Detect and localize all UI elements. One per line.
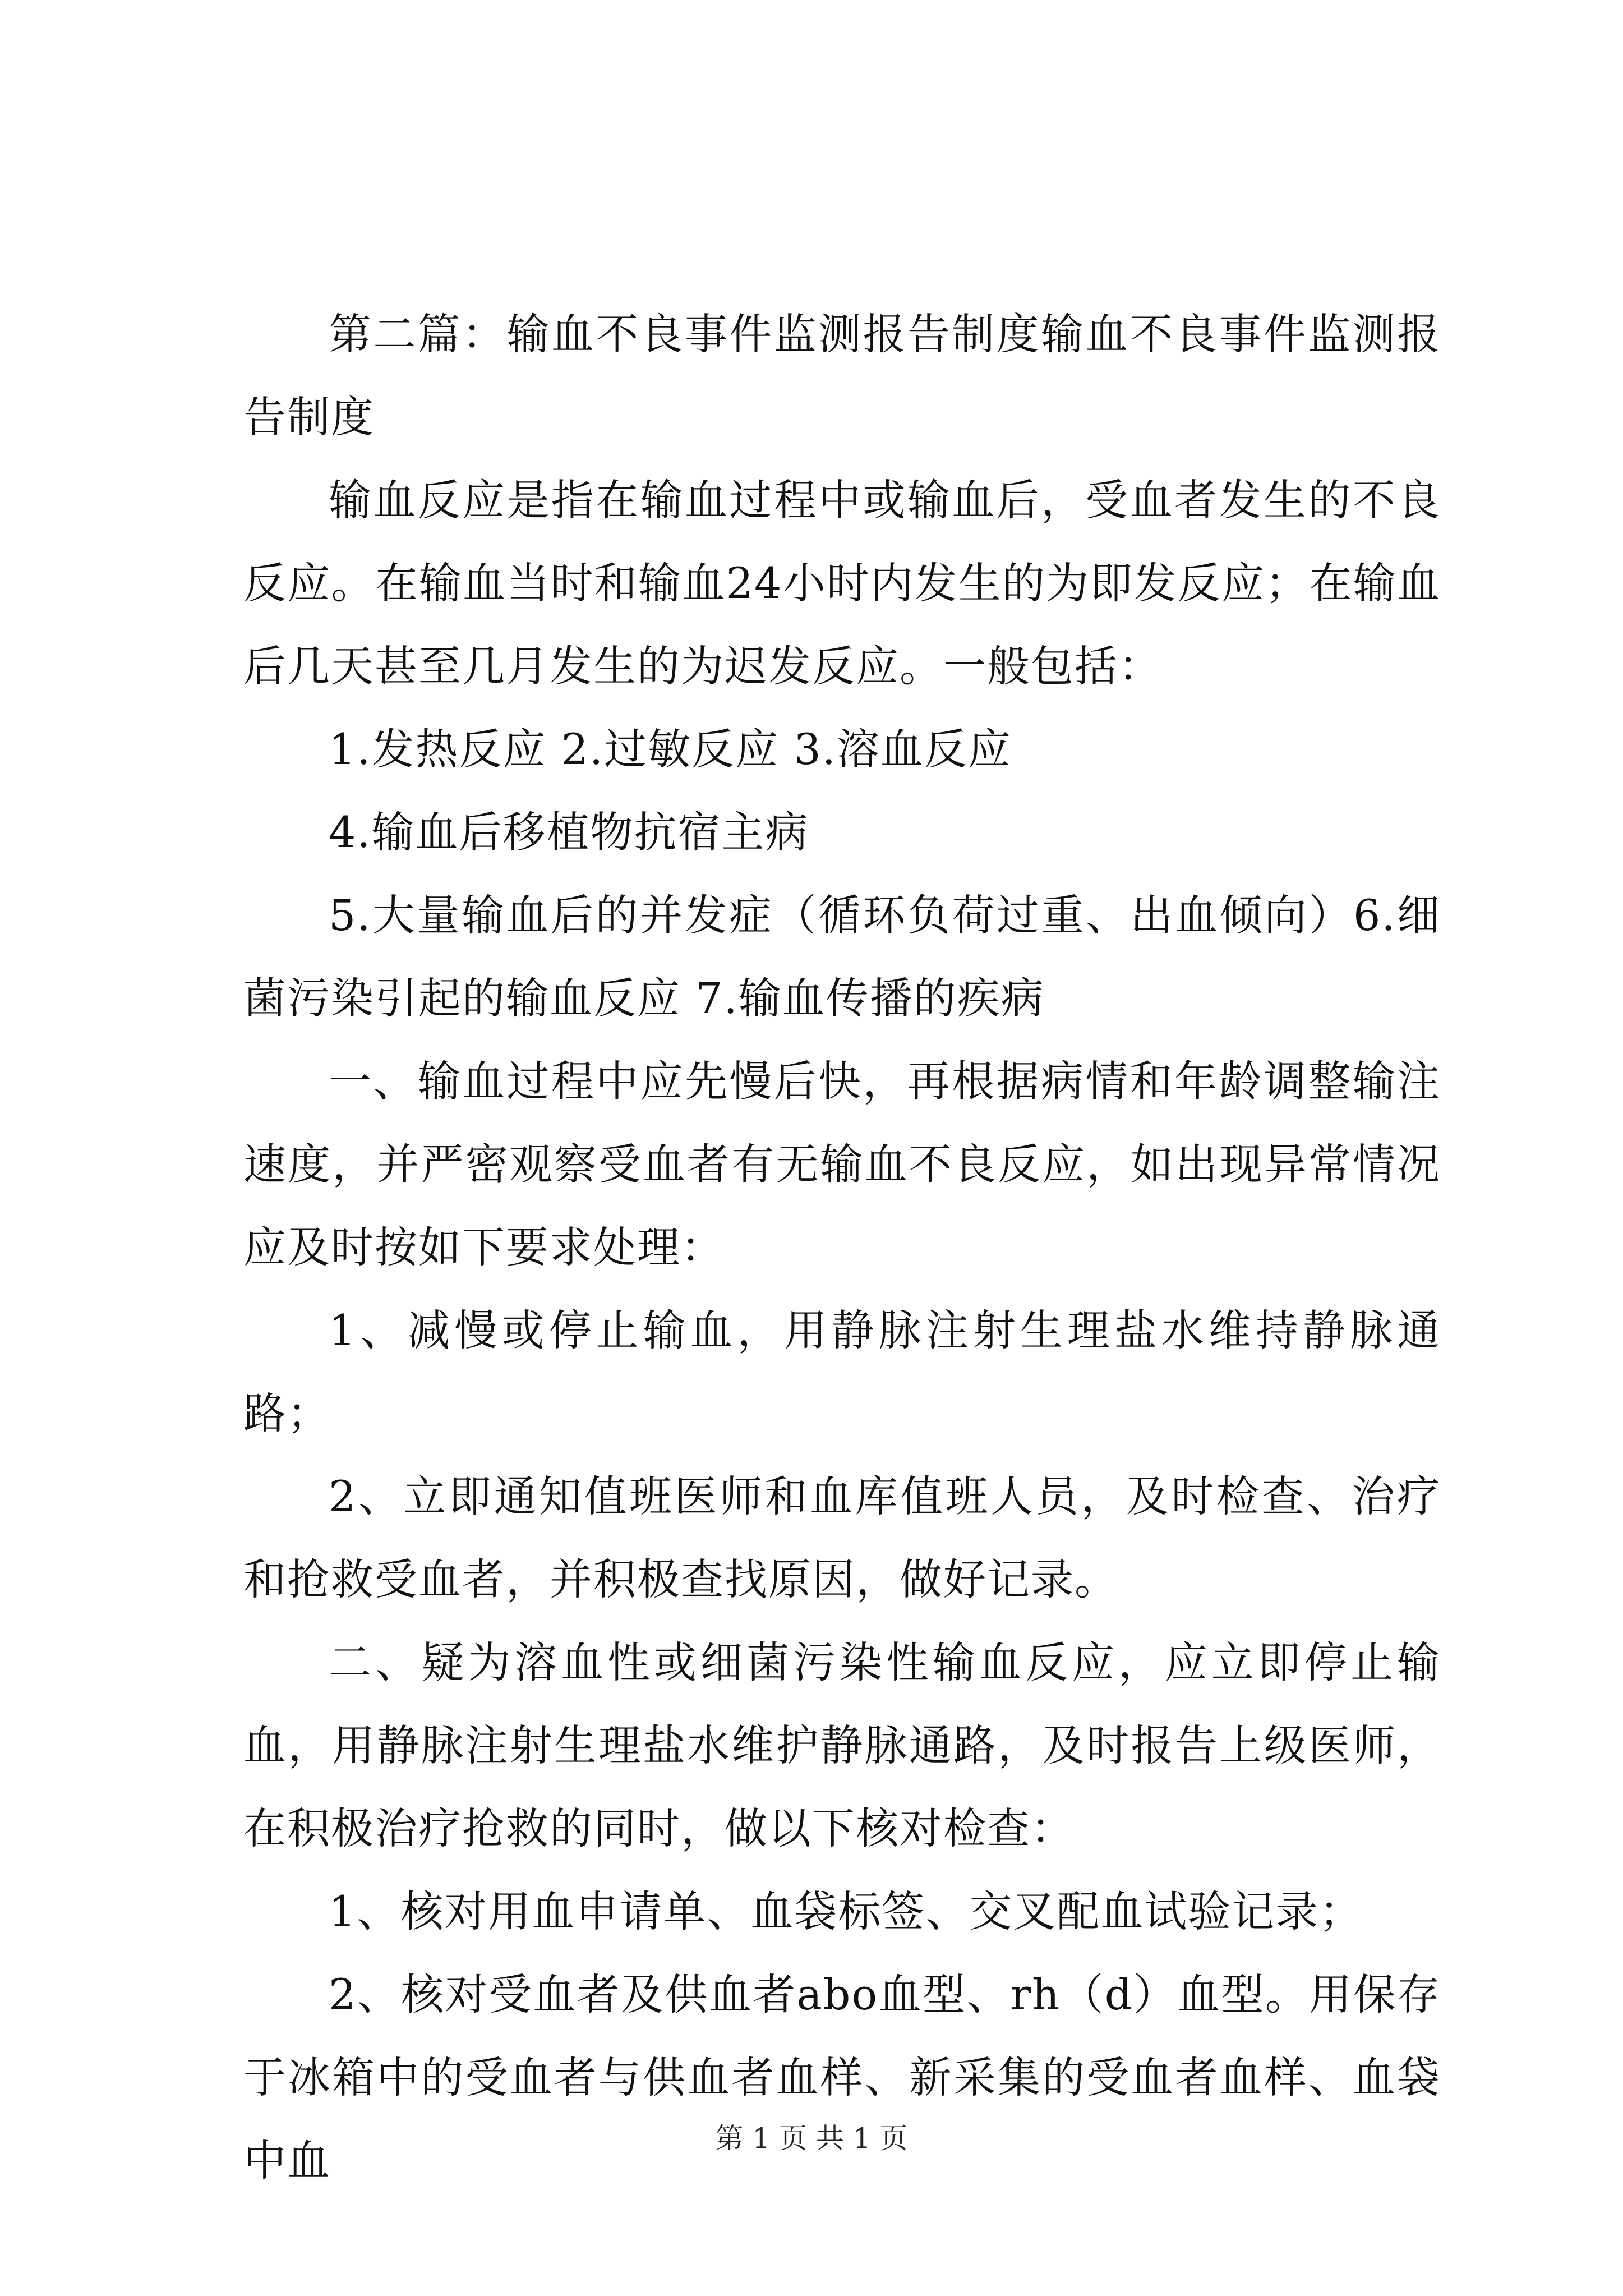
reaction-list-2: 4.输血后移植物抗宿主病 [329,807,809,857]
reaction-list-3: 5.大量输血后的并发症（循环负荷过重、出血倾向）6.细菌污染引起的输血反应 7.输血传播的疾病 [243,890,1441,1023]
page-footer: 第 1 页 共 1 页 [715,2122,908,2155]
document-body [243,293,1441,2202]
section-one-item-1: 1、减慢或停止输血，用静脉注射生理盐水维持静脉通路； [243,1305,1441,1438]
section-one-item-2: 2、立即通知值班医师和血库值班人员，及时检查、治疗和抢救受血者，并积极查找原因，做好记录。 [243,1471,1441,1604]
section-two-paragraph: 二、疑为溶血性或细菌污染性输血反应，应立即停止输血，用静脉注射生理盐水维护静脉通路，及时报告上级医师，在积极治疗抢救的同时，做以下核对检查： [243,1637,1441,1853]
section-one-paragraph: 一、输血过程中应先慢后快，再根据病情和年龄调整输注速度，并严密观察受血者有无输血不良反应，如出现异常情况应及时按如下要求处理： [243,1056,1441,1272]
reaction-list-1: 1.发热反应 2.过敏反应 3.溶血反应 [329,724,1012,774]
section-two-item-2: 2、核对受血者及供血者abo血型、rh（d）血型。用保存于冰箱中的受血者与供血者血样、新采集的受血者血样、血袋中血 [243,1970,1441,2185]
intro-paragraph: 输血反应是指在输血过程中或输血后，受血者发生的不良反应。在输血当时和输血24小时内发生的为即发反应；在输血后几天甚至几月发生的为迟发反应。一般包括： [243,475,1441,691]
section-two-item-1: 1、核对用血申请单、血袋标签、交叉配血试验记录； [329,1887,1363,1936]
title-paragraph: 第二篇：输血不良事件监测报告制度输血不良事件监测报告制度 [243,309,1441,442]
